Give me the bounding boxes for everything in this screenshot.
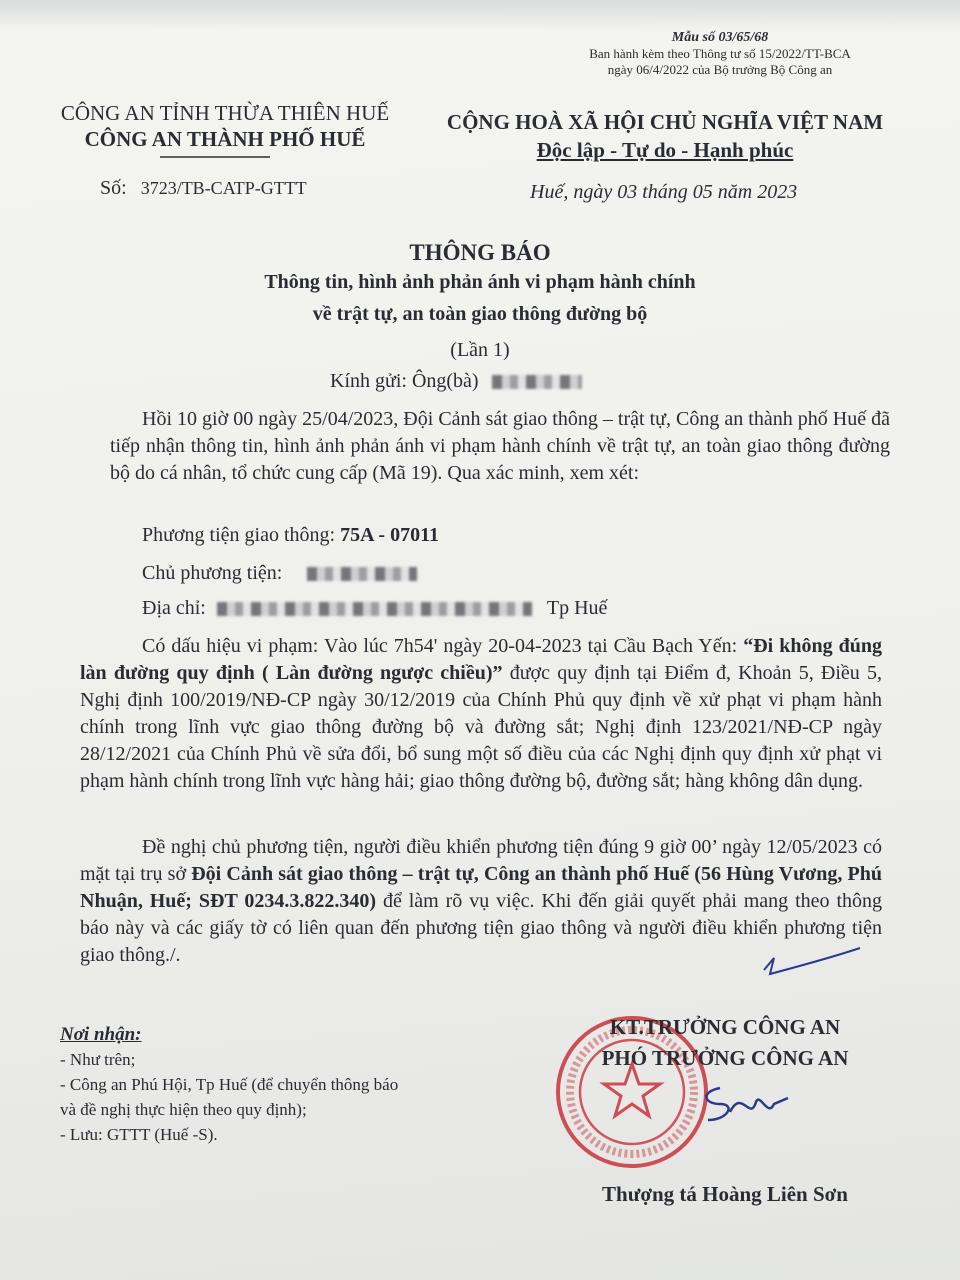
national-name: CỘNG HOÀ XÃ HỘI CHỦ NGHĨA VIỆT NAM bbox=[446, 110, 884, 134]
address-city: Tp Huế bbox=[546, 597, 608, 619]
recipients-block bbox=[60, 1022, 398, 1147]
document-subtitle-1: Thông tin, hình ảnh phản ánh vi phạm hành chính bbox=[264, 271, 696, 293]
document-title: THÔNG BÁO bbox=[409, 240, 551, 265]
document-date: Huế, ngày 03 tháng 05 năm 2023 bbox=[530, 181, 798, 203]
addressee-label: Kính gửi: Ông(bà) bbox=[330, 370, 479, 392]
owner-row bbox=[142, 562, 417, 585]
paragraph-request: Đề nghị chủ phương tiện, người điều khiển phương tiện đúng 9 giờ 00’ ngày 12/05/2023 có mặt tại trụ sở Đội Cảnh sát giao thông – trật tự, Công an thành phố Huế (56 Hùng Vương, Phú Nhuận, Huế; SĐT 0234.3.822.340) để làm rõ vụ việc. Khi đến giải quyết phải mang theo thông báo này và các giấy tờ có liên quan đến phương tiện giao thông và người điều khiển phương tiện giao thông./. bbox=[80, 836, 883, 966]
violation-offence: “Đi không đúng làn đường quy định ( Làn đường ngược chiều)” bbox=[80, 635, 882, 684]
page-shadow bbox=[0, 0, 960, 30]
org-underline bbox=[160, 155, 270, 159]
paragraph-violation: Có dấu hiệu vi phạm: Vào lúc 7h54' ngày 20-04-2023 tại Cầu Bạch Yến: “Đi không đúng làn đường quy định ( Làn đường ngược chiều)” được quy định tại Điểm đ, Khoản 5, Điều 5, Nghị định 100/2019/NĐ-CP ngày 30/12/2019 của Chính Phủ quy định về xử phạt vi phạm hành chính trong lĩnh vực giao thông đường bộ và đường sắt; Nghị định 123/2021/NĐ-CP ngày 28/12/2021 của Chính Phủ về sửa đổi, bổ sung một số điều của các Nghị định quy định xử phạt vi phạm hành chính trong lĩnh vực hàng hải; giao thông đường bộ, đường sắt; hàng không dân dụng. bbox=[80, 635, 882, 792]
address-label: Địa chỉ: bbox=[142, 597, 206, 619]
signature-title-2: PHÓ TRƯỞNG CÔNG AN bbox=[601, 1046, 849, 1070]
recipient-item: - Như trên; bbox=[60, 1050, 136, 1069]
form-issued-by: Ban hành kèm theo Thông tư số 15/2022/TT-BCA bbox=[589, 46, 851, 61]
signature-title-1: KT.TRƯỞNG CÔNG AN bbox=[609, 1015, 841, 1039]
vehicle-plate: 75A - 07011 bbox=[340, 524, 439, 546]
form-issued-date: ngày 06/4/2022 của Bộ trưởng Bộ Công an bbox=[607, 62, 833, 77]
document-number bbox=[100, 177, 307, 200]
signature-block bbox=[560, 1012, 890, 1074]
redacted-owner bbox=[307, 567, 417, 581]
form-number: Mẫu số 03/65/68 bbox=[671, 30, 769, 45]
vehicle-label: Phương tiện giao thông: bbox=[142, 524, 336, 546]
national-header bbox=[430, 108, 900, 164]
national-motto: Độc lập - Tự do - Hạnh phúc bbox=[536, 138, 794, 162]
form-reference bbox=[560, 30, 880, 78]
paragraph-intro: Hồi 10 giờ 00 ngày 25/04/2023, Đội Cảnh sát giao thông – trật tự, Công an thành phố Huế đã tiếp nhận thông tin, hình ảnh phản ánh vi phạm hành chính về trật tự, an toàn giao thông đường bộ do cá nhân, tổ chức cung cấp (Mã 19). Qua xác minh, xem xét: bbox=[110, 408, 890, 484]
office-address: Đội Cảnh sát giao thông – trật tự, Công an thành phố Huế (56 Hùng Vương, Phú Nhuận, Huế; SĐT 0234.3.822.340) bbox=[80, 863, 883, 912]
vehicle-row bbox=[142, 524, 439, 547]
issuing-organization bbox=[40, 100, 410, 152]
address-row bbox=[142, 597, 607, 620]
org-name: CÔNG AN THÀNH PHỐ HUẾ bbox=[84, 127, 366, 151]
ink-check-mark bbox=[760, 940, 870, 980]
redacted-name bbox=[492, 375, 582, 389]
redacted-address bbox=[217, 602, 532, 616]
recipient-item: và đề nghị thực hiện theo quy định); bbox=[60, 1100, 307, 1119]
notice-round: (Lần 1) bbox=[450, 339, 510, 361]
recipient-item: - Công an Phú Hội, Tp Huế (để chuyển thông báo bbox=[60, 1075, 399, 1094]
document-subtitle-2: về trật tự, an toàn giao thông đường bộ bbox=[312, 303, 648, 325]
signer-name: Thượng tá Hoàng Liên Sơn bbox=[602, 1182, 848, 1206]
recipient-item: - Lưu: GTTT (Huế -S). bbox=[60, 1125, 218, 1144]
handwritten-signature bbox=[690, 1078, 800, 1128]
org-parent: CÔNG AN TỈNH THỪA THIÊN HUẾ bbox=[60, 101, 390, 125]
owner-label: Chủ phương tiện: bbox=[142, 562, 283, 584]
document-number-value: 3723/TB-CATP-GTTT bbox=[140, 178, 307, 198]
document-number-label: Số: bbox=[100, 177, 127, 199]
recipients-heading: Nơi nhận: bbox=[60, 1024, 142, 1045]
addressee bbox=[330, 370, 582, 393]
